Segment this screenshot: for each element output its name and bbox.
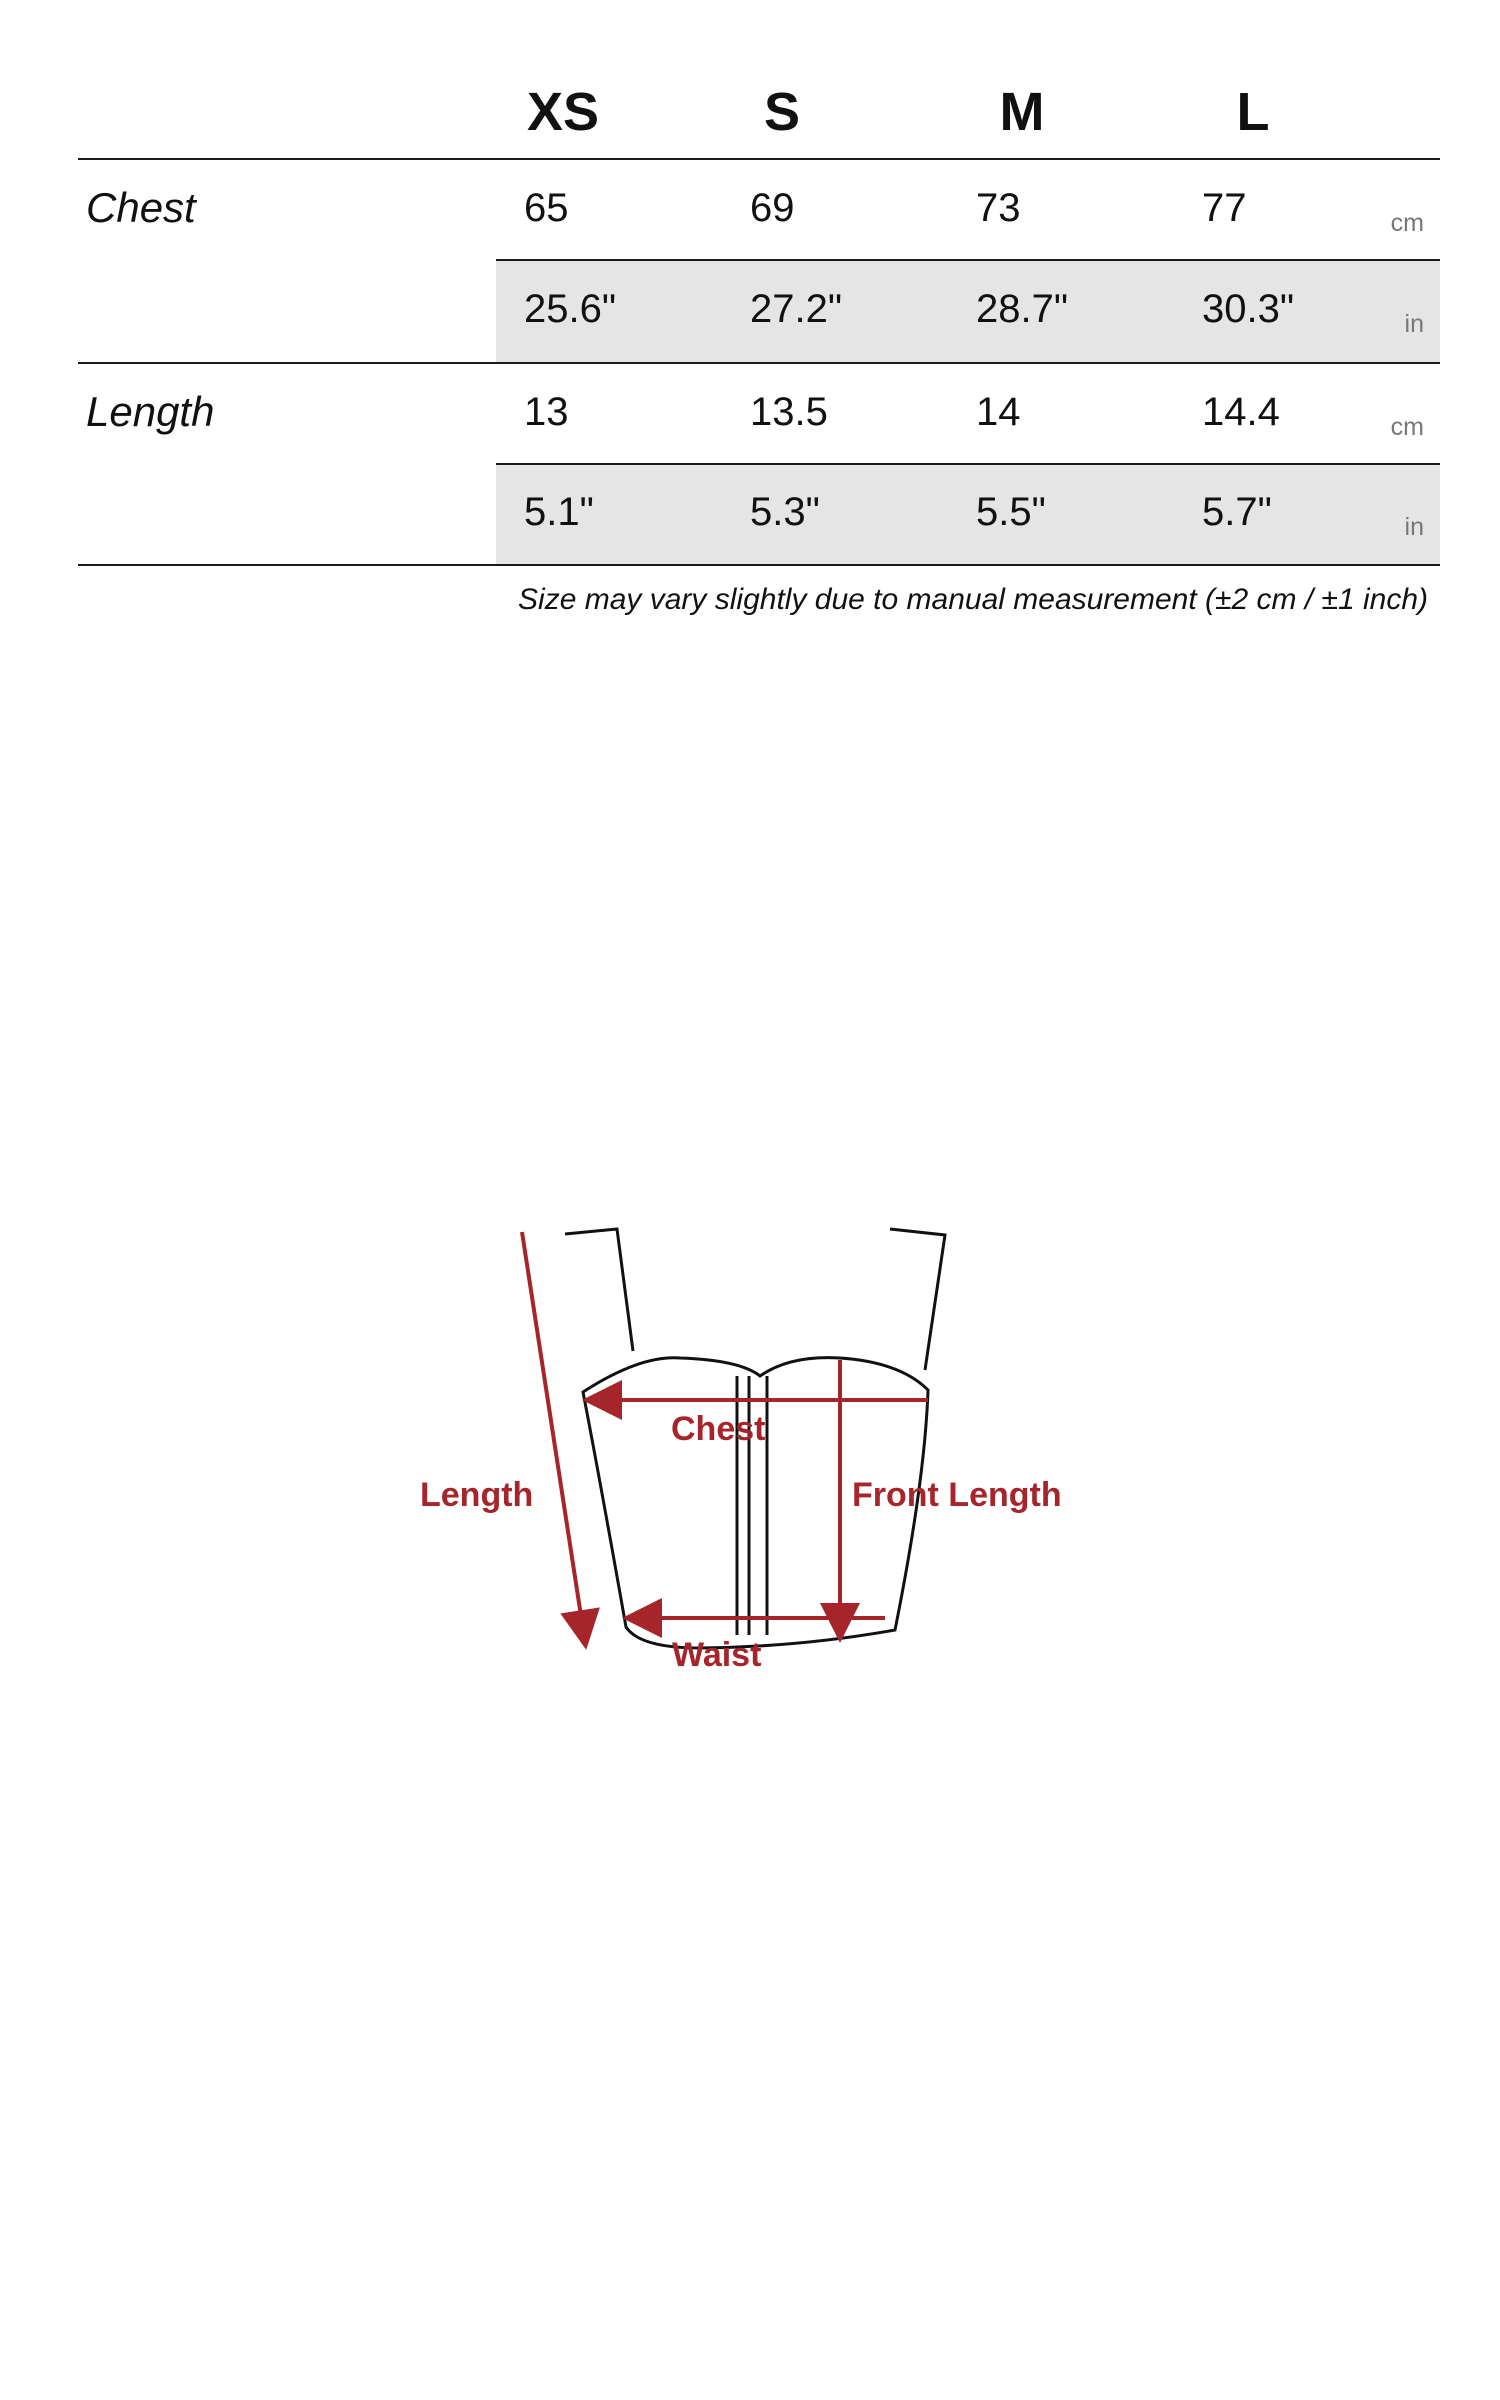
unit-label-in: in (1404, 513, 1424, 541)
size-header-s: S (763, 82, 801, 142)
chest-in-xs: 25.6" (524, 287, 617, 331)
chest-label: Chest (671, 1410, 766, 1448)
measurement-note: Size may vary slightly due to manual measurement (±2 cm / ±1 inch) (518, 583, 1428, 616)
length-arrow (522, 1232, 585, 1642)
row-label-length: Length (86, 388, 215, 435)
length-cm-s: 13.5 (750, 390, 828, 434)
chest-cm-m: 73 (976, 186, 1021, 230)
length-label: Length (420, 1476, 534, 1514)
right-strap (890, 1229, 945, 1370)
length-in-s: 5.3" (750, 490, 820, 534)
length-in-xs: 5.1" (524, 490, 594, 534)
length-cm-xs: 13 (524, 390, 569, 434)
size-chart-table (0, 0, 1500, 640)
chest-cm-s: 69 (750, 186, 795, 230)
garment-measurement-diagram (0, 1180, 1500, 1740)
size-header-l: L (1236, 82, 1270, 142)
waist-label: Waist (672, 1636, 762, 1674)
size-header-m: M (999, 82, 1045, 142)
unit-label-in: in (1404, 310, 1424, 338)
row-label-chest: Chest (86, 184, 196, 231)
chest-cm-xs: 65 (524, 186, 569, 230)
chest-cm-l: 77 (1202, 186, 1247, 230)
header-divider (78, 158, 1440, 160)
shaded-row-inch (496, 465, 1440, 564)
left-strap (565, 1229, 633, 1351)
chest-in-s: 27.2" (750, 287, 843, 331)
chest-in-l: 30.3" (1202, 287, 1295, 331)
row-divider (78, 362, 1440, 364)
shaded-row-inch (496, 261, 1440, 362)
chest-in-m: 28.7" (976, 287, 1069, 331)
unit-label-cm: cm (1390, 413, 1424, 441)
size-header-xs: XS (526, 82, 600, 142)
unit-label-cm: cm (1390, 209, 1424, 237)
length-in-m: 5.5" (976, 490, 1046, 534)
length-cm-m: 14 (976, 390, 1021, 434)
table-bottom-divider (78, 564, 1440, 566)
front-length-label: Front Length (852, 1476, 1062, 1514)
length-in-l: 5.7" (1202, 490, 1272, 534)
length-cm-l: 14.4 (1202, 390, 1280, 434)
